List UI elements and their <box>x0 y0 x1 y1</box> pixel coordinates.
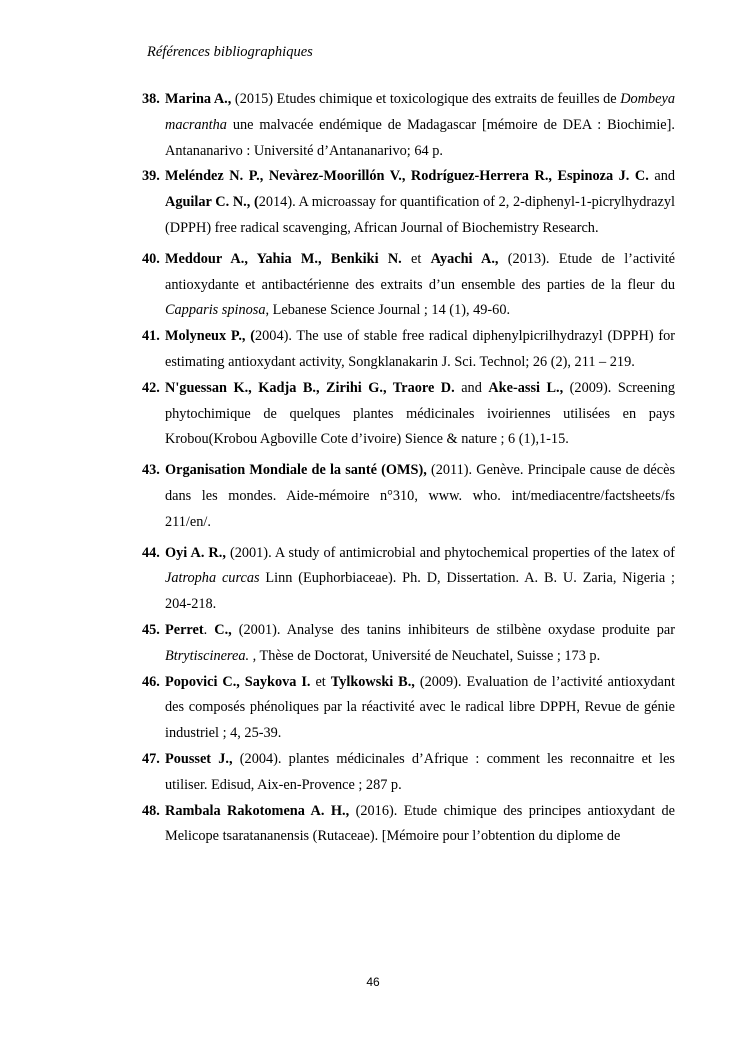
reference-author: Oyi A. R., <box>165 544 226 561</box>
reference-author: Meddour A., Yahia M., Benkiki N. <box>165 250 402 267</box>
reference-author: Ake-assi L., <box>488 379 564 396</box>
reference-text: (2013). Etude de l’activité antioxydante et antibactérienne des extraits d’un ensemble des parties de la fleur du <box>165 250 676 293</box>
reference-author: Ayachi A., <box>430 250 499 267</box>
reference-text: (2009). Screening phytochimique de quelques plantes médicinales ivoiriennes utilisées en pays Krobou(Krobou Agboville Cote d’ivoire) Sience & nature ; 6 (1),1-15. <box>165 379 676 448</box>
reference-text: 2014). A microassay for quantification of 2, 2-diphenyl-1-picrylhydrazyl (DPPH) free radical scavenging, African Journal of Biochemistry Research. <box>165 194 675 236</box>
reference-text: and <box>648 168 675 185</box>
reference-item <box>142 799 675 851</box>
reference-text: 2004). The use of stable free radical diphenylpicrilhydrazyl (DPPH) for estimating antioxydant activity, Songklanakarin J. Sci. Technol; 26 (2), 211 – 219. <box>165 328 676 370</box>
reference-item <box>142 618 675 670</box>
reference-item <box>142 247 675 324</box>
reference-author: Aguilar C. N., ( <box>165 194 259 211</box>
reference-item <box>142 670 675 747</box>
reference-item <box>142 747 675 799</box>
reference-number: 47. <box>142 750 160 767</box>
reference-text: Thèse de Doctorat, Université de Neuchatel, Suisse ; 173 p. <box>256 647 601 664</box>
reference-text: , Lebanese Science Journal ; 14 (1), 49-60. <box>265 302 511 319</box>
references-list <box>142 87 675 850</box>
reference-text: (2001). A study of antimicrobial and phytochemical properties of the latex of <box>225 544 675 561</box>
reference-author: Marina A., <box>165 91 232 107</box>
reference-author: Meléndez N. P., Nevàrez-Moorillón V., Rodríguez-Herrera R., Espinoza J. C. <box>165 168 649 185</box>
reference-author: Organisation Mondiale de la santé (OMS), <box>165 462 427 479</box>
reference-item <box>142 541 675 618</box>
reference-text: (2016). Etude chimique des principes antioxydant de Melicope tsaratananensis (Rutaceae). [Mémoire pour l’obtention du diplome de <box>165 802 676 845</box>
reference-text: une malvacée endémique de Madagascar [mémoire de DEA : Biochimie]. Antananarivo : Université d’Antananarivo; 64 p. <box>165 116 675 159</box>
reference-author: Tylkowski B., <box>330 673 415 690</box>
reference-item <box>142 458 675 535</box>
reference-text: (2009). Evaluation de l’activité antioxydant des composés phénoliques par la réactivité avec le radical libre DPPH, Revue de génie industriel ; 4, 25-39. <box>165 673 676 742</box>
reference-number: 46. <box>142 673 160 690</box>
reference-text: et <box>310 673 331 690</box>
reference-number: 48. <box>142 802 160 819</box>
reference-text: (2015) Etudes chimique et toxicologique des extraits de feuilles de <box>231 91 621 107</box>
reference-item <box>142 324 675 376</box>
reference-author: Perret <box>165 621 204 638</box>
reference-number: 44. <box>142 544 160 561</box>
reference-text: (2011). Genève. Principale cause de décès dans les mondes. Aide-mémoire n°310, www. who. int/mediacentre/factsheets/fs 211/en/. <box>165 462 676 530</box>
page-number: 46 <box>366 975 380 989</box>
reference-item <box>142 376 675 453</box>
reference-text: et <box>401 250 431 267</box>
reference-author: Pousset J., <box>165 750 233 767</box>
reference-number: 42. <box>142 379 160 396</box>
reference-number: 39. <box>142 168 160 185</box>
reference-number: 45. <box>142 621 160 638</box>
reference-text: Linn (Euphorbiaceae). Ph. D, Dissertation. A. B. U. Zaria, Nigeria ; 204-218. <box>165 570 675 613</box>
reference-text: (2001). Analyse des tanins inhibiteurs de stilbène oxydase produite par <box>231 621 675 638</box>
reference-item <box>142 87 675 164</box>
reference-author: Popovici C., Saykova I. <box>165 673 311 690</box>
reference-author: Rambala Rakotomena A. H., <box>165 802 350 819</box>
reference-author: N'guessan K., Kadja B., Zirihi G., Traore D. <box>165 379 455 396</box>
reference-number: 38. <box>142 91 160 107</box>
reference-text: and <box>454 379 489 396</box>
reference-number: 40. <box>142 250 160 267</box>
page-header-title: Références bibliographiques <box>147 44 313 60</box>
reference-number: 41. <box>142 328 160 345</box>
reference-species-name: Dombeya macrantha <box>165 91 675 133</box>
reference-species-name: Capparis spinosa <box>165 302 266 319</box>
reference-text: . <box>203 621 215 638</box>
reference-species-name: Jatropha curcas <box>165 570 260 587</box>
reference-author: C., <box>214 621 232 638</box>
reference-number: 43. <box>142 462 160 479</box>
reference-species-name: Btrytiscinerea. , <box>165 647 257 664</box>
reference-text: (2004). plantes médicinales d’Afrique : comment les reconnaitre et les utiliser. Edisud, Aix-en-Provence ; 287 p. <box>165 750 675 793</box>
reference-author: Molyneux P., ( <box>165 328 255 345</box>
reference-item <box>142 164 675 241</box>
